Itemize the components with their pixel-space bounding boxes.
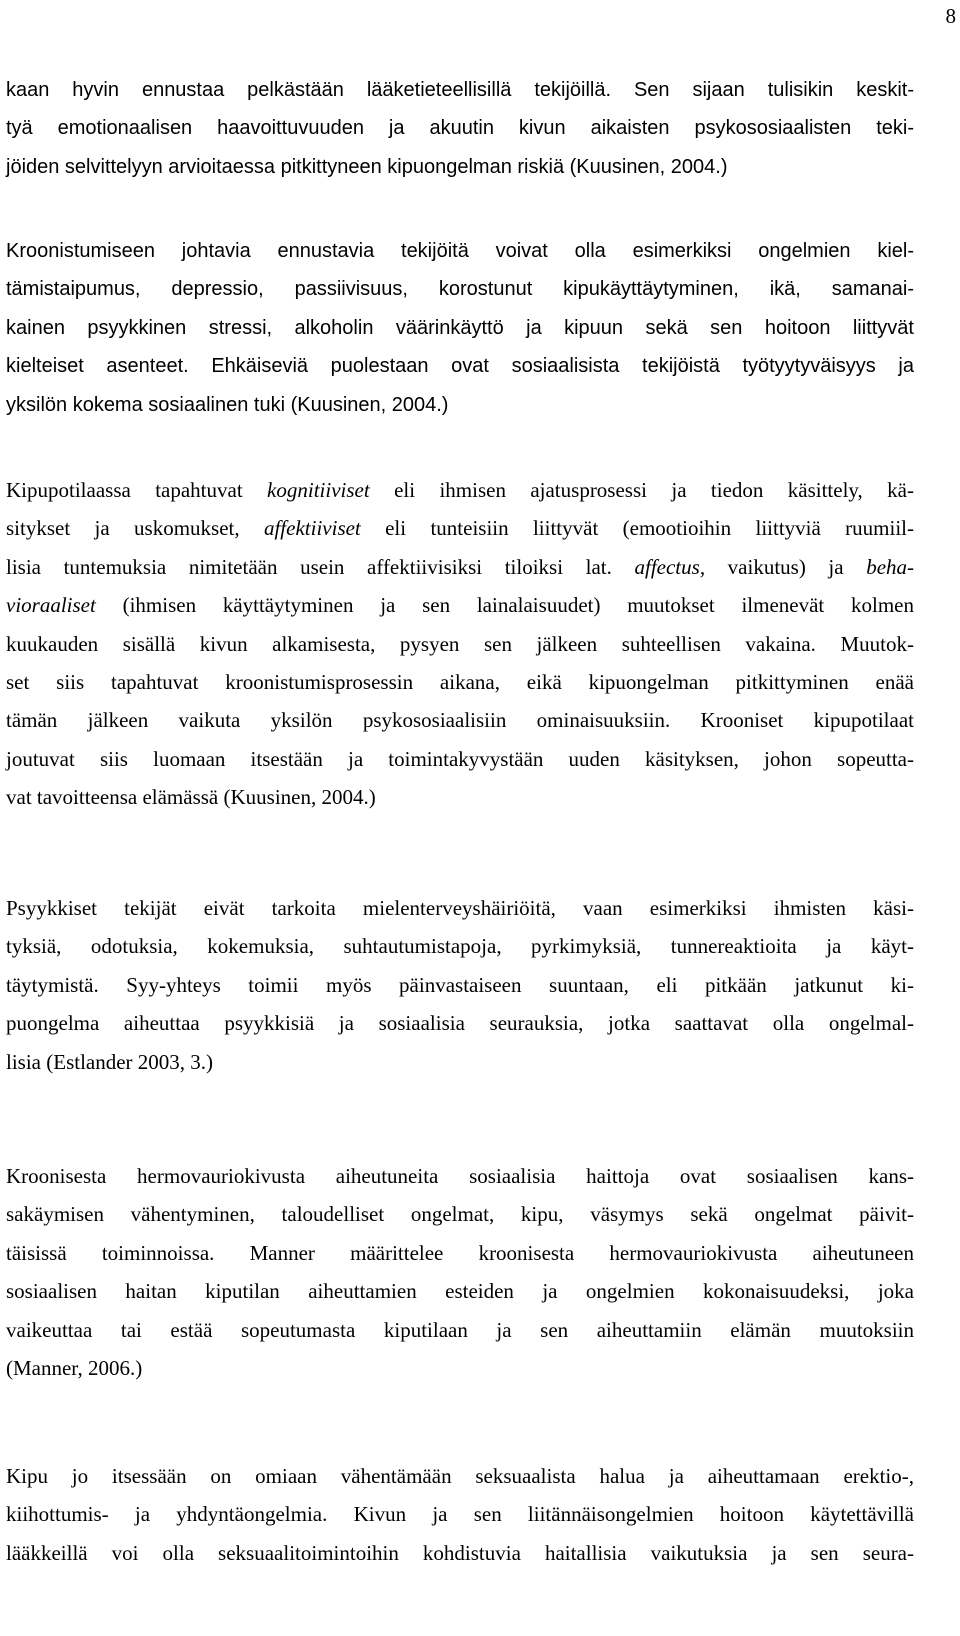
text-run: täytymistä. Syy-yhteys toimii myös päinvastaiseen suuntaan, eli pitkään jatkunut ki- xyxy=(6,972,914,997)
text-line xyxy=(6,110,914,146)
text-line xyxy=(6,664,914,700)
italic-term: vioraaliset xyxy=(6,593,96,618)
page-number: 8 xyxy=(945,4,956,28)
text-line xyxy=(6,587,914,623)
text-line xyxy=(6,779,914,815)
text-line xyxy=(6,890,914,926)
text-run: (ihmisen käyttäytyminen ja sen lainalaisuudet) muutokset ilmenevät kolmen xyxy=(95,593,914,618)
italic-term: kognitiiviset xyxy=(267,478,370,502)
italic-term: affectus, xyxy=(634,554,706,579)
text-line xyxy=(6,1273,914,1309)
text-run: jöiden selvittelyyn arvioitaessa pitkittyneen kipuongelman riskiä (Kuusinen, 2004.) xyxy=(6,155,728,178)
text-line xyxy=(6,233,914,269)
text-run: tämistaipumus, depressio, passiivisuus, korostunut kipukäyttäytyminen, ikä, samanai- xyxy=(6,278,914,301)
text-run: tämän jälkeen vaikuta yksilön psykososiaalisiin ominaisuuksiin. Krooniset kipupotilaat xyxy=(6,708,914,733)
text-run: vaikutus) ja xyxy=(705,554,867,579)
text-run: lääkkeillä voi olla seksuaalitoimintoihin kohdistuvia haitallisia vaikutuksia ja sen seura- xyxy=(6,1540,914,1565)
text-run: kainen psyykkinen stressi, alkoholin väärinkäyttö ja kipuun sekä sen hoitoon liittyvät xyxy=(6,316,914,339)
text-line xyxy=(6,149,914,185)
text-run: set siis tapahtuvat kroonistumisprosessin aikana, eikä kipuongelman pitkittyminen enää xyxy=(6,670,914,694)
italic-term: affektiiviset xyxy=(263,516,361,541)
text-run: tyä emotionaalisen haavoittuvuuden ja akuutin kivun aikaisten psykososiaalisten teki- xyxy=(6,117,914,140)
text-run: Kipu jo itsessään on omiaan vähentämään seksuaalista halua ja aiheuttamaan erektio-, xyxy=(6,1464,914,1488)
text-line xyxy=(6,1196,914,1232)
text-run: kaan hyvin ennustaa pelkästään lääketieteellisillä tekijöillä. Sen sijaan tulisikin keskit- xyxy=(6,79,914,101)
text-line xyxy=(6,1496,914,1532)
text-run: yksilön kokema sosiaalinen tuki (Kuusinen, 2004.) xyxy=(6,393,449,416)
italic-term: beha- xyxy=(866,554,915,579)
text-run: sosiaalisen haitan kiputilan aiheuttamien esteiden ja ongelmien kokonaisuudeksi, joka xyxy=(6,1279,914,1304)
text-line xyxy=(6,348,914,384)
text-line xyxy=(6,1350,914,1386)
text-run: täisissä toiminnoissa. Manner määrittelee kroonisesta hermovauriokivusta aiheutuneen xyxy=(6,1240,914,1265)
text-run: Kipupotilaassa tapahtuvat xyxy=(6,478,268,502)
text-line xyxy=(6,549,914,585)
text-run: Kroonistumiseen johtavia ennustavia tekijöitä voivat olla esimerkiksi ongelmien kiel- xyxy=(6,240,914,262)
text-line xyxy=(6,1312,914,1348)
text-run: (Manner, 2006.) xyxy=(6,1356,143,1380)
text-run: sakäymisen vähentyminen, taloudelliset ongelmat, kipu, väsymys sekä ongelmat päivit- xyxy=(6,1202,914,1227)
text-run: eli ihmisen ajatusprosessi ja tiedon käsittely, kä- xyxy=(369,478,914,502)
text-line xyxy=(6,1158,914,1194)
text-line xyxy=(6,510,914,546)
text-line xyxy=(6,271,914,307)
text-run: kuukauden sisällä kivun alkamisesta, pysyen sen jälkeen suhteellisen vakaina. Muutok- xyxy=(6,631,914,656)
text-run: puongelma aiheuttaa psyykkisiä ja sosiaalisia seurauksia, jotka saattavat olla ongelmal- xyxy=(6,1011,914,1036)
text-run: vaikeuttaa tai estää sopeutumasta kiputilaan ja sen aiheuttamiin elämän muutoksiin xyxy=(6,1317,914,1342)
text-line xyxy=(6,1458,914,1494)
text-line xyxy=(6,626,914,662)
text-run: Kroonisesta hermovauriokivusta aiheutuneita sosiaalisia haittoja ovat sosiaalisen kans- xyxy=(6,1164,914,1188)
text-run: joutuvat siis luomaan itsestään ja toimintakyvystään uuden käsityksen, johon sopeutta- xyxy=(6,746,914,771)
text-run: lisia (Estlander 2003, 3.) xyxy=(6,1049,214,1074)
text-run: sitykset ja uskomukset, xyxy=(6,516,264,541)
text-line xyxy=(6,72,914,108)
text-run: eli tunteisiin liittyvät (emootioihin liittyviä ruumiil- xyxy=(360,516,914,541)
text-line xyxy=(6,928,914,964)
text-run: vat tavoitteensa elämässä (Kuusinen, 2004.) xyxy=(6,785,376,810)
text-run: Psyykkiset tekijät eivät tarkoita mielenterveyshäiriöitä, vaan esimerkiksi ihmisten käsi- xyxy=(6,896,914,920)
text-run: tyksiä, odotuksia, kokemuksia, suhtautumistapoja, pyrkimyksiä, tunnereaktioita ja käyt- xyxy=(6,934,914,959)
text-line xyxy=(6,741,914,777)
text-line xyxy=(6,1044,914,1080)
text-line xyxy=(6,310,914,346)
text-line xyxy=(6,967,914,1003)
text-line xyxy=(6,472,914,508)
text-run: lisia tuntemuksia nimitetään usein affektiivisiksi tiloiksi lat. xyxy=(6,554,635,579)
text-run: kielteiset asenteet. Ehkäiseviä puolestaan ovat sosiaalisista tekijöistä työtyytyväisyys ja xyxy=(6,355,914,378)
text-line xyxy=(6,1005,914,1041)
text-run: kiihottumis- ja yhdyntäongelmia. Kivun ja sen liitännäisongelmien hoitoon käytettävillä xyxy=(6,1502,914,1527)
text-line xyxy=(6,1535,914,1571)
text-line xyxy=(6,702,914,738)
text-line xyxy=(6,387,914,423)
text-line xyxy=(6,1235,914,1271)
